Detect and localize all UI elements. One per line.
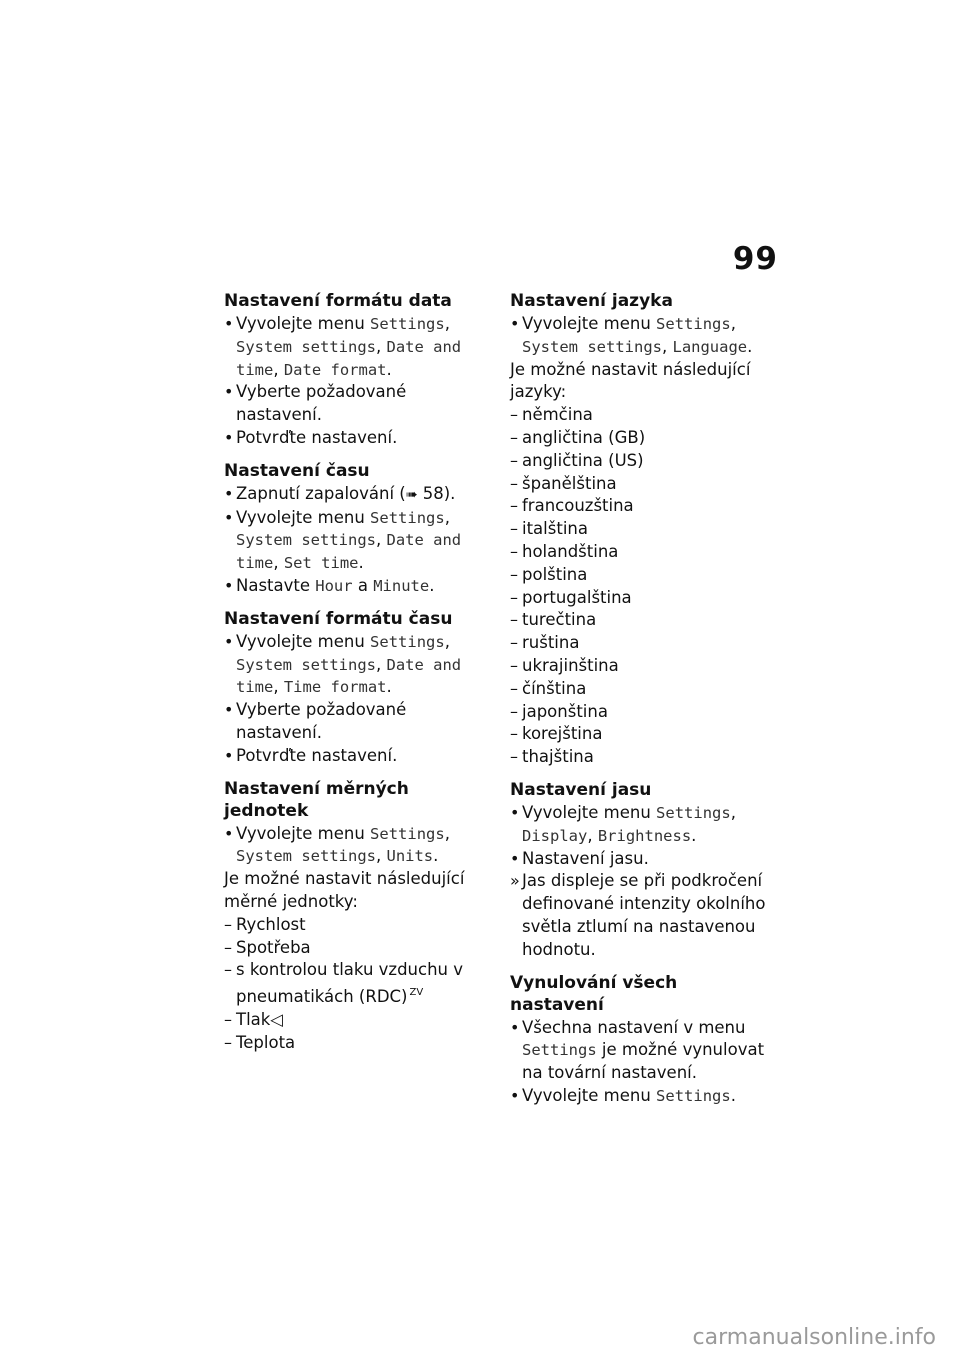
section-heading: Nastavení měrných jednotek (224, 778, 409, 821)
list-item: – thajština (510, 746, 768, 769)
dash-icon: – (510, 405, 518, 425)
list-item: – turečtina (510, 609, 768, 632)
step-item: • Potvrďte nastavení. (224, 745, 482, 768)
dash-icon: – (510, 724, 518, 744)
list-item: – čínština (510, 678, 768, 701)
menu-path: Settings (656, 803, 731, 822)
section-language (510, 290, 768, 769)
bullet-icon: • (224, 631, 234, 651)
step-item: • Zapnutí zapalování (➠ 58). (224, 483, 482, 507)
section-reset (510, 972, 768, 1108)
bullet-icon: • (510, 848, 520, 868)
menu-path: Minute (373, 576, 430, 595)
intro-text: Je možné nastavit následující jazyky: (510, 359, 751, 402)
list-item: – španělština (510, 473, 768, 496)
step-item: • Všechna nastavení v menu Settings je možné vynulovat na tovární nastavení. (510, 1017, 765, 1083)
step-item: • Vyvolejte menu Settings, System settings, Date and time, Date format. (224, 314, 462, 379)
dash-icon: – (224, 960, 232, 980)
dash-icon: – (510, 678, 518, 698)
dash-icon: – (510, 473, 518, 493)
dash-icon: – (510, 496, 518, 516)
list-item: – holandština (510, 541, 768, 564)
section-time-format (224, 608, 482, 768)
bullet-icon: • (224, 382, 234, 402)
dash-icon: – (510, 564, 518, 584)
menu-path: Settings (656, 315, 731, 333)
dash-icon: – (510, 450, 518, 470)
dash-icon: – (224, 1009, 232, 1029)
dash-icon: – (510, 655, 518, 675)
list-item: – italština (510, 518, 768, 541)
bullet-icon: • (224, 483, 234, 503)
list-item: – korejština (510, 723, 768, 746)
section-brightness (510, 779, 768, 962)
dash-icon: – (510, 610, 518, 630)
menu-path: System settings (236, 531, 376, 550)
bullet-icon: • (510, 802, 520, 822)
list-item: – angličtina (US) (510, 450, 768, 473)
list-item: – francouzština (510, 495, 768, 518)
menu-path: Settings (370, 824, 445, 843)
menu-path: Units (386, 847, 434, 866)
menu-path: Language (672, 337, 748, 356)
bullet-icon: • (224, 575, 234, 595)
bullet-icon: • (510, 314, 520, 333)
dash-icon: – (224, 937, 232, 957)
section-heading: Vynulování všech nastavení (510, 972, 678, 1015)
menu-path: Settings (370, 632, 445, 651)
list-item: – angličtina (GB) (510, 427, 768, 450)
menu-path: Time format (283, 678, 387, 697)
list-item: – ukrajinština (510, 655, 768, 678)
bullet-icon: • (224, 507, 234, 527)
bullet-icon: • (224, 427, 234, 447)
optional-equipment-sup: ZV (409, 987, 424, 999)
bullet-icon: • (224, 314, 234, 333)
step-item: • Vyvolejte menu Settings. (510, 1085, 768, 1108)
menu-path: System settings (236, 847, 376, 866)
section-units (224, 778, 482, 1055)
page-reference: 58). (417, 483, 456, 503)
step-item: • Potvrďte nastavení. (224, 427, 482, 450)
step-item: • Vyberte požadované nastavení. (224, 700, 407, 742)
step-item: • Vyvolejte menu Settings, System settings, Date and time, Time format. (224, 631, 462, 697)
left-column (224, 290, 482, 1065)
step-item: • Vyvolejte menu Settings, System settings, Language. (510, 314, 753, 356)
menu-path: Date format (283, 360, 387, 379)
menu-path: Date and time (236, 531, 462, 573)
menu-path: Display (522, 826, 588, 845)
dash-icon: – (510, 541, 518, 561)
list-item: – japonština (510, 701, 768, 724)
menu-path: Brightness (597, 826, 692, 845)
language-list (510, 404, 768, 769)
menu-path: Date and time (236, 655, 462, 697)
menu-path: System settings (236, 337, 376, 356)
section-date-format (224, 290, 482, 450)
dash-icon: – (224, 914, 232, 934)
menu-path: Settings (656, 1086, 731, 1105)
list-item: – s kontrolou tlaku vzduchu v pneumatikách (RDC) $^{ZV}$ (224, 960, 463, 1007)
menu-path: Settings (370, 508, 445, 527)
step-item: • Vyberte požadované nastavení. (224, 382, 407, 425)
section-heading: Nastavení času (224, 460, 370, 481)
list-item: – Tlak◁ (224, 1009, 482, 1032)
dash-icon: – (510, 427, 518, 447)
menu-path: Set time (283, 554, 359, 573)
step-item: • Vyvolejte menu Settings, Display, Brightness. (510, 802, 736, 845)
watermark: carmanualsonline.info (692, 1325, 936, 1350)
page-number: 99 (732, 241, 778, 277)
section-heading: Nastavení jazyka (510, 291, 673, 311)
step-item: • Nastavení jasu. (510, 848, 768, 871)
dash-icon: – (510, 519, 518, 539)
bullet-icon: • (224, 823, 234, 843)
bullet-icon: • (510, 1017, 520, 1037)
dash-icon: – (224, 1032, 232, 1052)
list-item: – polština (510, 564, 768, 587)
list-item: – Teplota (224, 1032, 482, 1055)
dash-icon: – (510, 587, 518, 607)
result-item: » Jas displeje se při podkročení definované intenzity okolního světla ztlumí na nastavenou hodnotu. (510, 871, 766, 959)
bullet-icon: • (510, 1085, 520, 1105)
list-item: – Spotřeba (224, 937, 482, 960)
list-item: – portugalština (510, 587, 768, 610)
menu-path: System settings (522, 337, 662, 356)
list-item: – němčina (510, 404, 768, 427)
menu-path: Hour (315, 576, 353, 595)
menu-path: Date and time (236, 337, 462, 379)
dash-icon: – (510, 747, 518, 767)
page-reference-arrow-icon: ➠ (405, 486, 418, 503)
list-item: – ruština (510, 632, 768, 655)
end-mark-icon: ◁ (270, 1009, 284, 1029)
menu-path: System settings (236, 655, 376, 674)
step-item: • Vyvolejte menu Settings, System settings, Units. (224, 823, 450, 866)
menu-path: Settings (370, 315, 445, 333)
section-heading: Nastavení formátu času (224, 608, 453, 629)
section-heading: Nastavení formátu data (224, 291, 452, 311)
dash-icon: – (510, 633, 518, 653)
bullet-icon: • (224, 700, 234, 720)
bullet-icon: • (224, 745, 234, 765)
section-heading: Nastavení jasu (510, 779, 652, 800)
step-item: • Vyvolejte menu Settings, System settings, Date and time, Set time. (224, 507, 462, 573)
section-time (224, 460, 482, 598)
menu-path: Settings (522, 1041, 597, 1060)
step-item: • Nastavte Hour a Minute. (224, 575, 482, 598)
result-arrow-icon: » (510, 871, 520, 891)
intro-text: Je možné nastavit následující měrné jednotky: (224, 869, 465, 911)
dash-icon: – (510, 701, 518, 721)
list-item: – Rychlost (224, 914, 482, 937)
right-column (510, 290, 768, 1118)
